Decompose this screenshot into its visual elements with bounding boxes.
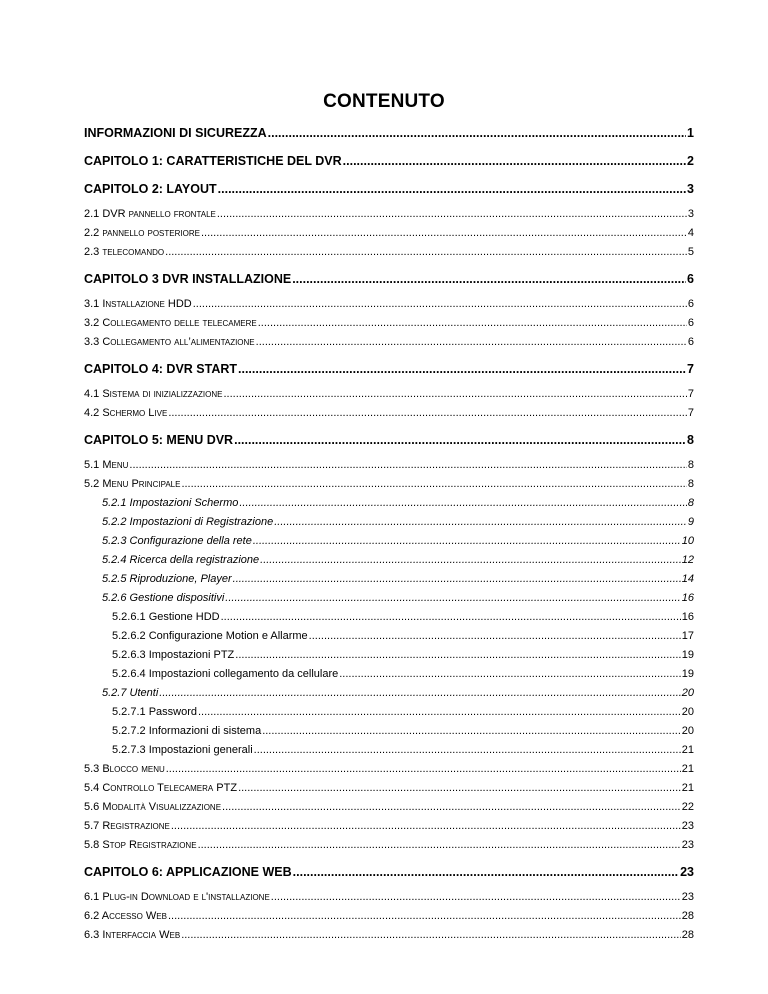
toc-entry[interactable]	[84, 744, 694, 756]
toc-entry-label: 5.1 Menu	[84, 459, 129, 471]
toc-page-number: 3	[687, 208, 694, 220]
toc-entry-label: 4.2 Schermo Live	[84, 407, 168, 419]
toc-page-number: 23	[681, 891, 694, 903]
toc-entry-label: CAPITOLO 2: LAYOUT	[84, 182, 217, 196]
toc-dot-leader	[201, 227, 687, 239]
toc-page-number: 7	[687, 362, 694, 376]
toc-dot-leader	[258, 317, 687, 329]
toc-page-number: 8	[687, 459, 694, 471]
toc-dot-leader	[268, 126, 686, 140]
toc-dot-leader	[222, 801, 681, 813]
toc-page-number: 21	[681, 744, 694, 756]
toc-dot-leader	[168, 910, 681, 922]
toc-dot-leader	[239, 497, 687, 509]
toc-page-number: 5	[687, 246, 694, 258]
toc-page-number: 12	[681, 554, 694, 566]
toc-entry[interactable]	[84, 839, 694, 851]
toc-dot-leader	[235, 649, 680, 661]
toc-entry-label: 2.1 DVR pannello frontale	[84, 208, 216, 220]
toc-dot-leader	[292, 272, 686, 286]
toc-dot-leader	[198, 839, 681, 851]
toc-dot-leader	[262, 725, 681, 737]
toc-dot-leader	[238, 362, 686, 376]
toc-page-number: 19	[681, 649, 694, 661]
toc-dot-leader	[171, 820, 681, 832]
toc-page-number: 7	[687, 407, 694, 419]
toc-entry[interactable]	[84, 668, 694, 680]
toc-entry-label: CAPITOLO 6: APPLICAZIONE WEB	[84, 865, 292, 879]
toc-page-number: 6	[687, 317, 694, 329]
toc-entry[interactable]	[84, 891, 694, 903]
toc-entry-label: 5.2.7.1 Password	[112, 706, 197, 718]
toc-entry-label: 6.2 Accesso Web	[84, 910, 167, 922]
toc-entry-label: 5.8 Stop Registrazione	[84, 839, 197, 851]
toc-entry-label: 2.3 telecomando	[84, 246, 165, 258]
toc-entry[interactable]	[84, 272, 694, 286]
toc-entry-label: 5.2.6 Gestione dispositivi	[102, 592, 225, 604]
toc-page-number: 2	[687, 154, 694, 168]
toc-entry-label: INFORMAZIONI DI SICUREZZA	[84, 126, 267, 140]
toc-page-number: 16	[681, 592, 694, 604]
toc-entry[interactable]	[84, 929, 694, 941]
toc-dot-leader	[193, 298, 687, 310]
toc-dot-leader	[221, 611, 681, 623]
toc-entry-label: CAPITOLO 3 DVR INSTALLAZIONE	[84, 272, 292, 286]
toc-page-number: 23	[681, 839, 694, 851]
toc-page-number: 20	[681, 687, 694, 699]
toc-entry[interactable]	[84, 317, 694, 329]
toc-entry-label: 2.2 pannello posteriore	[84, 227, 200, 239]
toc-entry[interactable]	[84, 433, 694, 447]
toc-dot-leader	[223, 388, 686, 400]
toc-entry[interactable]	[84, 706, 694, 718]
toc-entry-label: 5.2.7.2 Informazioni di sistema	[112, 725, 262, 737]
toc-entry[interactable]	[84, 763, 694, 775]
toc-dot-leader	[181, 929, 681, 941]
toc-entry-label: 5.2.7 Utenti	[102, 687, 159, 699]
toc-entry-label: 5.3 Blocco menu	[84, 763, 165, 775]
toc-entry-label: CAPITOLO 1: CARATTERISTICHE DEL DVR	[84, 154, 342, 168]
toc-page-number: 3	[687, 182, 694, 196]
toc-entry[interactable]	[84, 126, 694, 140]
toc-entry[interactable]	[84, 649, 694, 661]
toc-page-number: 7	[687, 388, 694, 400]
toc-entry-label: 5.2.3 Configurazione della rete	[102, 535, 252, 547]
toc-entry-label: CAPITOLO 4: DVR START	[84, 362, 238, 376]
toc-entry[interactable]	[84, 782, 694, 794]
toc-dot-leader	[198, 706, 681, 718]
toc-entry-label: 6.1 Plug-in Download e l'installazione	[84, 891, 270, 903]
toc-entry[interactable]	[84, 459, 694, 471]
toc-page-number: 19	[681, 668, 694, 680]
toc-entry[interactable]	[84, 910, 694, 922]
toc-dot-leader	[271, 891, 681, 903]
toc-dot-leader	[225, 592, 680, 604]
toc-entry-label: 5.2.2 Impostazioni di Registrazione	[102, 516, 274, 528]
toc-page-number: 20	[681, 706, 694, 718]
toc-entry-label: 5.6 Modalità Visualizzazione	[84, 801, 222, 813]
toc-dot-leader	[339, 668, 681, 680]
toc-page-number: 14	[681, 573, 694, 585]
toc-dot-leader	[309, 630, 681, 642]
toc-dot-leader	[343, 154, 686, 168]
toc-entry-label: 3.2 Collegamento delle telecamere	[84, 317, 257, 329]
toc-entry[interactable]	[84, 611, 694, 623]
toc-dot-leader	[166, 763, 681, 775]
toc-page-number: 4	[687, 227, 694, 239]
page-title: CONTENUTO	[323, 91, 445, 112]
toc-entry[interactable]	[84, 820, 694, 832]
toc-entry[interactable]	[84, 478, 694, 490]
toc-entry[interactable]	[84, 362, 694, 376]
toc-entry[interactable]	[84, 592, 694, 604]
toc-entry[interactable]	[84, 687, 694, 699]
toc-entry-label: CAPITOLO 5: MENU DVR	[84, 433, 234, 447]
toc-entry[interactable]	[84, 801, 694, 813]
toc-entry-label: 5.2.1 Impostazioni Schermo	[102, 497, 239, 509]
toc-entry-label: 5.7 Registrazione	[84, 820, 170, 832]
toc-dot-leader	[260, 554, 681, 566]
toc-entry[interactable]	[84, 336, 694, 348]
toc-page-number: 28	[681, 929, 694, 941]
toc-page-number: 6	[687, 272, 694, 286]
toc-page-number: 21	[681, 763, 694, 775]
toc-dot-leader	[233, 573, 681, 585]
toc-dot-leader	[168, 407, 687, 419]
toc-page-number: 6	[687, 298, 694, 310]
toc-entry-label: 5.2.6.3 Impostazioni PTZ	[112, 649, 235, 661]
toc-page-number: 28	[681, 910, 694, 922]
toc-page-number: 23	[680, 865, 694, 879]
toc-dot-leader	[253, 535, 681, 547]
toc-entry[interactable]	[84, 516, 694, 528]
toc-dot-leader	[234, 433, 686, 447]
toc-dot-leader	[256, 336, 687, 348]
toc-entry-label: 6.3 Interfaccia Web	[84, 929, 181, 941]
toc-page-number: 16	[681, 611, 694, 623]
toc-dot-leader	[238, 782, 681, 794]
toc-dot-leader	[129, 459, 686, 471]
toc-page-number: 21	[681, 782, 694, 794]
toc-entry-label: 5.2.6.2 Configurazione Motion e Allarme	[112, 630, 308, 642]
toc-entry[interactable]	[84, 573, 694, 585]
toc-entry[interactable]	[84, 535, 694, 547]
toc-entry-label: 5.2.5 Riproduzione, Player	[102, 573, 232, 585]
toc-dot-leader	[159, 687, 680, 699]
toc-entry-label: 3.3 Collegamento all’alimentazione	[84, 336, 255, 348]
toc-entry-label: 3.1 Installazione HDD	[84, 298, 192, 310]
toc-entry[interactable]	[84, 298, 694, 310]
toc-entry[interactable]	[84, 227, 694, 239]
toc-entry[interactable]	[84, 182, 694, 196]
toc-page-number: 8	[687, 478, 694, 490]
toc-page-number: 17	[681, 630, 694, 642]
toc-dot-leader	[293, 865, 679, 879]
toc-entry-label: 5.2.4 Ricerca della registrazione	[102, 554, 260, 566]
toc-entry-label: 4.1 Sistema di inizializzazione	[84, 388, 223, 400]
toc-dot-leader	[218, 182, 686, 196]
toc-entry-label: 5.4 Controllo Telecamera PTZ	[84, 782, 238, 794]
toc-page-number: 8	[687, 433, 694, 447]
toc-dot-leader	[181, 478, 686, 490]
toc-page-number: 8	[687, 497, 694, 509]
toc-page-number: 1	[687, 126, 694, 140]
toc-dot-leader	[274, 516, 687, 528]
toc-dot-leader	[165, 246, 687, 258]
toc-entry-label: 5.2.6.4 Impostazioni collegamento da cellulare	[112, 668, 339, 680]
toc-entry[interactable]	[84, 865, 694, 879]
toc-entry-label: 5.2.6.1 Gestione HDD	[112, 611, 220, 623]
toc-page-number: 6	[687, 336, 694, 348]
toc-entry[interactable]	[84, 630, 694, 642]
toc-entry[interactable]	[84, 554, 694, 566]
toc-dot-leader	[217, 208, 687, 220]
toc-page-number: 22	[681, 801, 694, 813]
toc-page-number: 20	[681, 725, 694, 737]
toc-entry[interactable]	[84, 246, 694, 258]
toc-entry[interactable]	[84, 154, 694, 168]
toc-entry-label: 5.2 Menu Principale	[84, 478, 181, 490]
toc-page-number: 23	[681, 820, 694, 832]
toc-entry-label: 5.2.7.3 Impostazioni generali	[112, 744, 253, 756]
toc-entry[interactable]	[84, 407, 694, 419]
toc-page-number: 10	[681, 535, 694, 547]
toc-page-number: 9	[687, 516, 694, 528]
toc-entry[interactable]	[84, 388, 694, 400]
toc-entry[interactable]	[84, 725, 694, 737]
toc-dot-leader	[254, 744, 681, 756]
toc-entry[interactable]	[84, 497, 694, 509]
toc-entry[interactable]	[84, 208, 694, 220]
